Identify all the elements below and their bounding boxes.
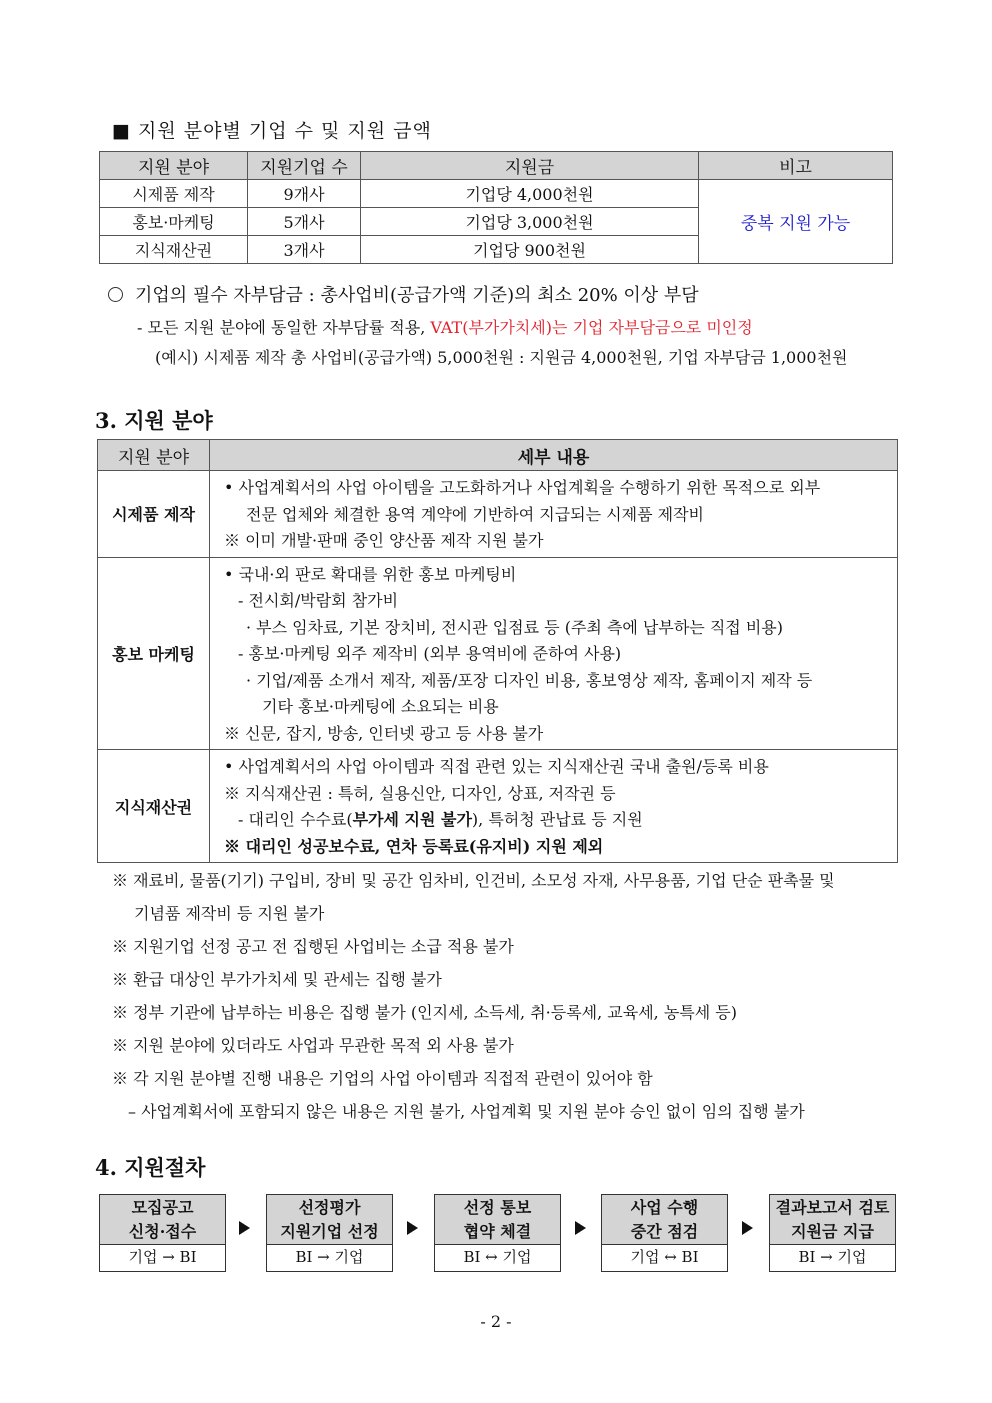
vat-excluded: 부가세 지원 불가: [352, 810, 472, 829]
table-row: [98, 471, 898, 558]
process-flow: [99, 1194, 896, 1272]
detail-marketing: [210, 557, 898, 750]
support-field-table: [97, 439, 898, 863]
cell-count: 5개사: [248, 208, 361, 236]
detail-line: • 사업계획서의 사업 아이템을 고도화하거나 사업계획을 수행하기 위한 목적으로 외부: [224, 478, 821, 497]
page-number: - 2 -: [480, 1312, 512, 1331]
note-item: ※ 정부 기관에 납부하는 비용은 집행 불가 (인지세, 소득세, 취·등록세, 교육세, 농특세 등): [112, 1003, 737, 1022]
step-title: 결과보고서 검토: [775, 1198, 890, 1217]
step-subtitle: 신청·접수: [128, 1222, 197, 1241]
note-subitem: – 사업계획서에 포함되지 않은 내용은 지원 불가, 사업계획 및 지원 분야 승인 없이 임의 집행 불가: [128, 1102, 805, 1121]
step-title: 선정평가: [298, 1198, 361, 1217]
arrow-right-icon: [742, 1221, 753, 1235]
detail-line: [224, 807, 889, 834]
cell-amount: 기업당 3,000천원: [361, 208, 699, 236]
detail-text: - 모든 지원 분야에 동일한 자부담률 적용,: [137, 318, 426, 337]
table-header-row: [100, 152, 893, 180]
note-item: ※ 환급 대상인 부가가치세 및 관세는 집행 불가: [112, 970, 442, 989]
note-item-cont: 기념품 제작비 등 지원 불가: [134, 904, 325, 923]
detail-line: • 국내·외 판로 확대를 위한 홍보 마케팅비: [224, 564, 517, 584]
fee-text-post: ), 특허청 관납료 등 지원: [471, 810, 643, 829]
step-title: 선정 통보: [463, 1198, 532, 1217]
detail-line: · 부스 임차료, 기본 장치비, 전시관 입점료 등 (주최 측에 납부하는 직접 비용): [246, 617, 783, 637]
example-line: (예시) 시제품 제작 총 사업비(공급가액) 5,000천원 : 지원금 4,000천원, 기업 자부담금 1,000천원: [155, 348, 848, 367]
detail-prototype: [210, 471, 898, 558]
step-subtitle: 협약 체결: [463, 1222, 532, 1241]
cell-amount: 기업당 4,000천원: [361, 180, 699, 208]
table-row: [98, 557, 898, 750]
square-bullet-icon: ■: [112, 120, 131, 142]
table-header-row: [98, 440, 898, 471]
detail-line: ※ 대리인 성공보수료, 연차 등록료(유지비) 지원 제외: [224, 836, 604, 856]
header-field: 지원 분야: [98, 440, 210, 471]
arrow-right-icon: [575, 1221, 586, 1235]
detail-line: ※ 신문, 잡지, 방송, 인터넷 광고 등 사용 불가: [224, 723, 544, 743]
step-title: 사업 수행: [630, 1198, 699, 1217]
fee-text: - 대리인 수수료(: [238, 810, 353, 829]
self-burden-line: [108, 281, 699, 307]
process-step: [601, 1194, 728, 1272]
step-direction: BI ↔ 기업: [463, 1248, 532, 1266]
header-count: 지원기업 수: [248, 152, 361, 180]
detail-line: 전문 업체와 체결한 용역 계약에 기반하여 지급되는 시제품 제작비: [246, 504, 705, 524]
section4-title: 4. 지원절차: [95, 1155, 206, 1180]
detail-ip: [210, 750, 898, 863]
vat-warning: VAT(부가가치세)는 기업 자부담금으로 미인정: [430, 318, 753, 337]
category-marketing: 홍보 마케팅: [98, 557, 210, 750]
cell-field: 홍보·마케팅: [100, 208, 248, 236]
category-prototype: 시제품 제작: [98, 471, 210, 558]
category-ip: 지식재산권: [98, 750, 210, 863]
process-step: [266, 1194, 393, 1272]
step-title: 모집공고: [131, 1198, 194, 1217]
note-item: ※ 재료비, 물품(기기) 구입비, 장비 및 공간 임차비, 인건비, 소모성 자재, 사무용품, 기업 단순 판촉물 및: [112, 871, 835, 890]
self-burden-detail: [137, 315, 753, 338]
table-row: [100, 180, 893, 208]
cell-count: 3개사: [248, 236, 361, 264]
step-subtitle: 중간 점검: [630, 1222, 699, 1241]
heading-text: 지원 분야별 기업 수 및 지원 금액: [138, 120, 432, 142]
note-item: ※ 지원기업 선정 공고 전 집행된 사업비는 소급 적용 불가: [112, 937, 514, 956]
support-amount-table: [99, 151, 893, 264]
detail-line: • 사업계획서의 사업 아이템과 직접 관련 있는 지식재산권 국내 출원/등록 비용: [224, 757, 769, 776]
step-direction: BI → 기업: [798, 1248, 867, 1266]
cell-field: 지식재산권: [100, 236, 248, 264]
step-direction: BI → 기업: [295, 1248, 364, 1266]
detail-line: - 전시회/박람회 참가비: [238, 591, 399, 610]
header-field: 지원 분야: [100, 152, 248, 180]
detail-line: 기타 홍보·마케팅에 소요되는 비용: [262, 697, 499, 716]
section3-title: 3. 지원 분야: [95, 408, 213, 433]
circle-bullet-icon: [108, 287, 123, 302]
detail-line: ※ 지식재산권 : 특허, 실용신안, 디자인, 상표, 저작권 등: [224, 783, 616, 803]
header-remark: 비고: [699, 152, 893, 180]
step-subtitle: 지원금 지급: [791, 1222, 874, 1241]
arrow-right-icon: [239, 1221, 250, 1235]
remark-cell: 중복 지원 가능: [699, 180, 893, 264]
detail-line: - 홍보·마케팅 외주 제작비 (외부 용역비에 준하여 사용): [238, 644, 622, 663]
header-amount: 지원금: [361, 152, 699, 180]
cell-amount: 기업당 900천원: [361, 236, 699, 264]
detail-line: ※ 이미 개발·판매 중인 양산품 제작 지원 불가: [224, 531, 544, 550]
note-item: ※ 지원 분야에 있더라도 사업과 무관한 목적 외 사용 불가: [112, 1036, 514, 1055]
header-detail: 세부 내용: [210, 440, 898, 471]
process-step: [769, 1194, 896, 1272]
note-item: ※ 각 지원 분야별 진행 내용은 기업의 사업 아이템과 직접적 관련이 있어야 함: [112, 1069, 653, 1088]
detail-line: · 기업/제품 소개서 제작, 제품/포장 디자인 비용, 홍보영상 제작, 홈페이지 제작 등: [246, 670, 813, 690]
process-step: [434, 1194, 561, 1272]
arrow-right-icon: [407, 1221, 418, 1235]
process-step: [99, 1194, 226, 1272]
support-amount-heading: [112, 116, 432, 143]
cell-count: 9개사: [248, 180, 361, 208]
step-direction: 기업 ↔ BI: [630, 1248, 699, 1266]
step-subtitle: 지원기업 선정: [280, 1222, 379, 1241]
notes-list: [112, 864, 902, 1128]
table-row: [98, 750, 898, 863]
cell-field: 시제품 제작: [100, 180, 248, 208]
step-direction: 기업 → BI: [128, 1248, 197, 1266]
self-burden-text: 기업의 필수 자부담금 : 총사업비(공급가액 기준)의 최소 20% 이상 부담: [135, 285, 699, 306]
